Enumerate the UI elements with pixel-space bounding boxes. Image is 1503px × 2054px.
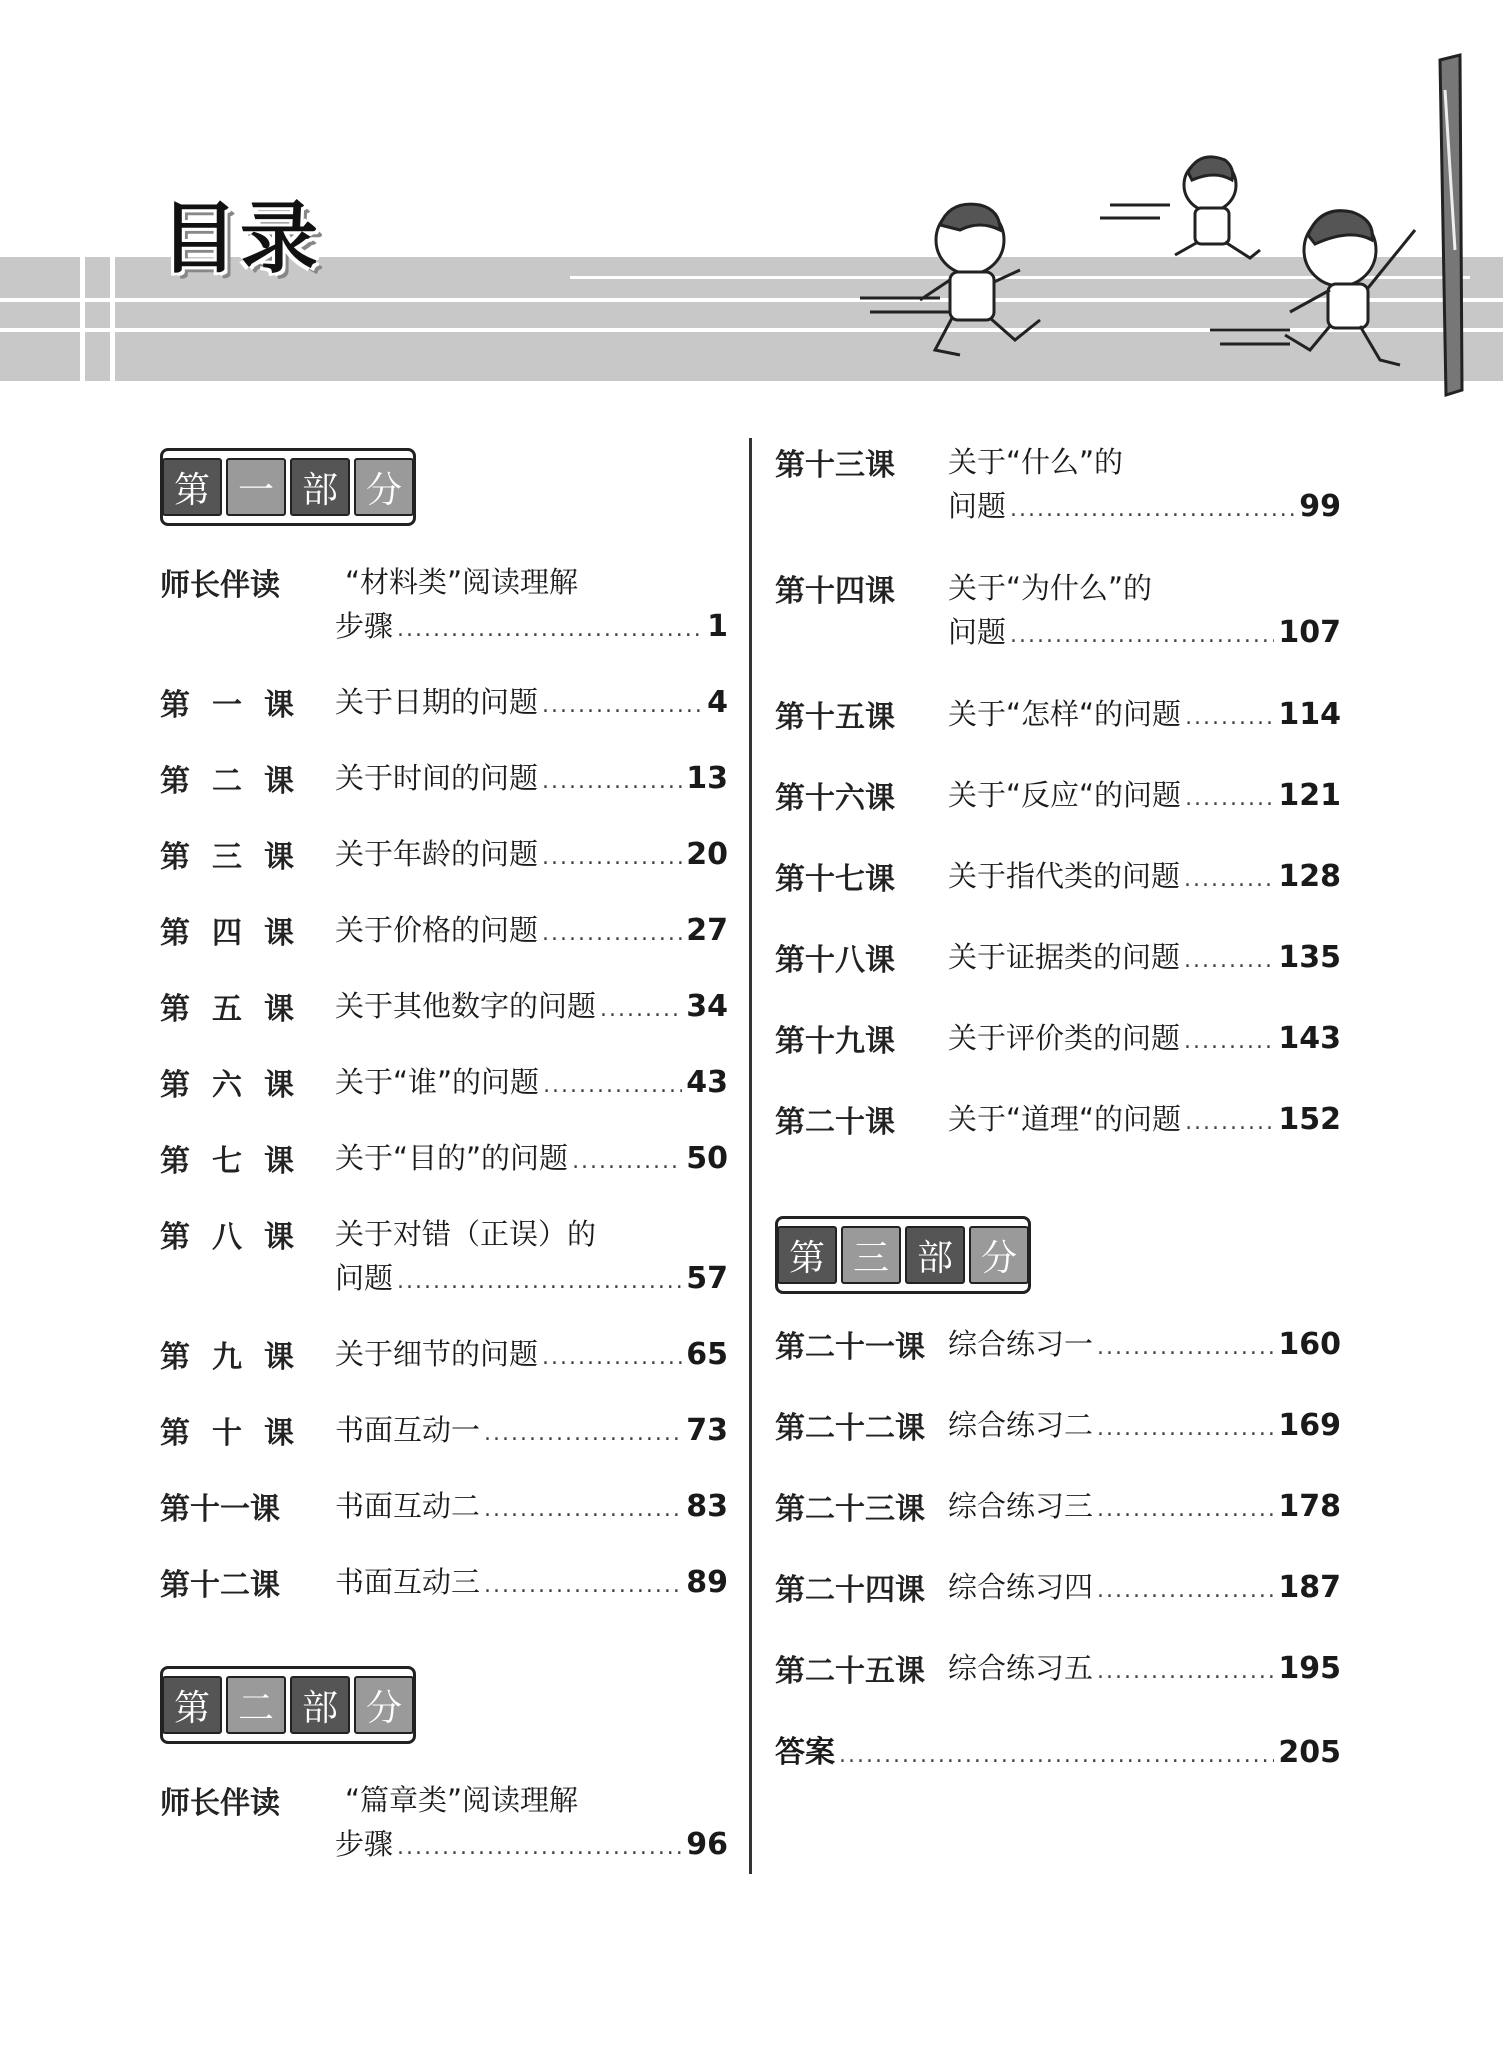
column-divider bbox=[749, 438, 752, 1874]
toc-entry-row[interactable] bbox=[335, 1408, 728, 1449]
toc-entry-title: 综合练习四 bbox=[948, 1570, 1094, 1604]
toc-entry-row[interactable] bbox=[335, 1332, 728, 1373]
toc-lesson-label: 第七课 bbox=[160, 1144, 316, 1179]
toc-page-number: 178 bbox=[1278, 1489, 1341, 1524]
toc-lesson-label: 第十九课 bbox=[775, 1024, 895, 1059]
dot-leader bbox=[484, 1497, 682, 1522]
dot-leader bbox=[542, 693, 703, 718]
toc-entry-title: 综合练习一 bbox=[948, 1327, 1094, 1361]
toc-entry-title: 问题 bbox=[948, 615, 1007, 649]
toc-entry-row[interactable] bbox=[948, 1016, 1341, 1057]
dot-leader bbox=[1010, 497, 1295, 522]
toc-lesson-label: 第十四课 bbox=[775, 574, 895, 609]
part-one-badge bbox=[160, 448, 416, 526]
page-title: 目录 bbox=[160, 194, 321, 284]
toc-entry-title: 关于“目的”的问题 bbox=[335, 1141, 569, 1175]
toc-lesson-label: 第二十二课 bbox=[775, 1411, 925, 1446]
toc-entry-title: 关于年龄的问题 bbox=[335, 837, 539, 871]
toc-entry-row[interactable] bbox=[948, 484, 1341, 525]
toc-entry-title: 综合练习三 bbox=[948, 1489, 1094, 1523]
toc-page-number: 73 bbox=[686, 1413, 728, 1448]
toc-entry-row[interactable] bbox=[335, 1256, 728, 1297]
toc-page-number: 65 bbox=[686, 1337, 728, 1372]
toc-entry-title: 关于“怎样“的问题 bbox=[948, 697, 1182, 731]
toc-entry-title: 关于日期的问题 bbox=[335, 685, 539, 719]
dot-leader bbox=[484, 1421, 682, 1446]
dot-leader bbox=[1097, 1659, 1274, 1684]
toc-page-number: 152 bbox=[1278, 1102, 1341, 1137]
toc-page-number: 107 bbox=[1278, 615, 1341, 650]
dot-leader bbox=[542, 769, 682, 794]
toc-lesson-label: 第十课 bbox=[160, 1416, 316, 1451]
toc-entry-row[interactable] bbox=[948, 1646, 1341, 1687]
toc-page-number: 205 bbox=[1278, 1735, 1341, 1770]
dot-leader bbox=[397, 1269, 682, 1294]
toc-entry-row[interactable] bbox=[948, 854, 1341, 895]
dot-leader bbox=[397, 1835, 682, 1860]
toc-page-number: 169 bbox=[1278, 1408, 1341, 1443]
toc-entry-title: 关于“反应“的问题 bbox=[948, 778, 1182, 812]
toc-page-number: 83 bbox=[686, 1489, 728, 1524]
dot-leader bbox=[839, 1743, 1274, 1768]
toc-page-number: 121 bbox=[1278, 778, 1341, 813]
toc-lesson-label: 第二十五课 bbox=[775, 1654, 925, 1689]
part-badge-char: 第 bbox=[162, 1676, 222, 1734]
toc-page-number: 99 bbox=[1299, 489, 1341, 524]
toc-entry-title: 关于“为什么”的 bbox=[948, 571, 1153, 605]
toc-entry-row[interactable] bbox=[948, 1403, 1341, 1444]
part-badge-char: 第 bbox=[777, 1226, 837, 1284]
toc-entry-row[interactable] bbox=[948, 692, 1341, 733]
toc-entry-title: 书面互动三 bbox=[335, 1565, 481, 1599]
toc-page-number: 13 bbox=[686, 761, 728, 796]
toc-entry-row[interactable] bbox=[335, 1560, 728, 1601]
part-badge-char: 三 bbox=[841, 1226, 901, 1284]
toc-lesson-label: 第十二课 bbox=[160, 1568, 280, 1603]
dot-leader bbox=[543, 1073, 682, 1098]
toc-entry-title: 关于“什么”的 bbox=[948, 445, 1124, 479]
dot-leader bbox=[1097, 1578, 1274, 1603]
toc-entry-title: 关于“道理“的问题 bbox=[948, 1102, 1182, 1136]
part-badge-char: 第 bbox=[162, 458, 222, 516]
band-divider bbox=[110, 257, 115, 381]
toc-entry-row[interactable] bbox=[335, 1822, 728, 1863]
toc-lesson-label: 第十三课 bbox=[775, 448, 895, 483]
toc-entry-title: 关于价格的问题 bbox=[335, 913, 539, 947]
toc-lesson-label: 第十六课 bbox=[775, 781, 895, 816]
toc-entry-title: 关于细节的问题 bbox=[335, 1337, 539, 1371]
toc-entry-row[interactable] bbox=[335, 1484, 728, 1525]
toc-entry-row[interactable] bbox=[948, 610, 1341, 651]
toc-entry-title: 综合练习五 bbox=[948, 1651, 1094, 1685]
toc-page-number: 89 bbox=[686, 1565, 728, 1600]
runner-middle-figure bbox=[1175, 157, 1260, 258]
toc-page-number: 20 bbox=[686, 837, 728, 872]
dot-leader bbox=[572, 1149, 682, 1174]
running-kids-illustration bbox=[840, 50, 1480, 410]
toc-page-number: 43 bbox=[686, 1065, 728, 1100]
toc-page-number: 143 bbox=[1278, 1021, 1341, 1056]
dot-leader bbox=[1010, 623, 1274, 648]
toc-entry-title: 关于证据类的问题 bbox=[948, 940, 1181, 974]
toc-entry-row[interactable] bbox=[335, 604, 728, 645]
toc-lesson-label: 第六课 bbox=[160, 1068, 316, 1103]
toc-entry-title: 关于其他数字的问题 bbox=[335, 989, 597, 1023]
part-badge-char: 分 bbox=[354, 1676, 414, 1734]
toc-lesson-label: 第四课 bbox=[160, 916, 316, 951]
toc-entry-title: 步骤 bbox=[335, 609, 394, 643]
toc-entry-row[interactable] bbox=[335, 1060, 728, 1101]
part-badge-char: 二 bbox=[226, 1676, 286, 1734]
toc-page-number: 50 bbox=[686, 1141, 728, 1176]
dot-leader bbox=[1185, 705, 1274, 730]
toc-page-number: 27 bbox=[686, 913, 728, 948]
toc-lesson-label: 第二十三课 bbox=[775, 1492, 925, 1527]
toc-lesson-label: 第十一课 bbox=[160, 1492, 280, 1527]
toc-entry-title: 问题 bbox=[335, 1261, 394, 1295]
toc-lesson-label: 第三课 bbox=[160, 840, 316, 875]
toc-entry-row[interactable] bbox=[948, 1565, 1341, 1606]
toc-lesson-label: 答案 bbox=[775, 1735, 835, 1770]
toc-page-number: 195 bbox=[1278, 1651, 1341, 1686]
part-badge-char: 部 bbox=[290, 1676, 350, 1734]
toc-page-number: 34 bbox=[686, 989, 728, 1024]
toc-page-number: 114 bbox=[1278, 697, 1341, 732]
dot-leader bbox=[484, 1573, 682, 1598]
part-badge-char: 部 bbox=[905, 1226, 965, 1284]
dot-leader bbox=[1184, 948, 1274, 973]
dot-leader bbox=[1184, 1029, 1274, 1054]
toc-page-number: 135 bbox=[1278, 940, 1341, 975]
toc-entry-title: 关于指代类的问题 bbox=[948, 859, 1181, 893]
toc-entry-row[interactable] bbox=[335, 680, 728, 721]
toc-answers-row[interactable] bbox=[775, 1727, 1341, 1771]
toc-entry-row[interactable] bbox=[948, 935, 1341, 976]
toc-entry-row[interactable] bbox=[948, 773, 1341, 814]
toc-page-number: 128 bbox=[1278, 859, 1341, 894]
part-badge-char: 分 bbox=[969, 1226, 1029, 1284]
runner-right-figure bbox=[1285, 211, 1415, 365]
dot-leader bbox=[1097, 1497, 1274, 1522]
dot-leader bbox=[600, 997, 682, 1022]
toc-lesson-label: 第一课 bbox=[160, 688, 316, 723]
part-two-badge bbox=[160, 1666, 416, 1744]
dot-leader bbox=[542, 845, 682, 870]
toc-lesson-label: 师长伴读 bbox=[160, 1786, 280, 1821]
runner-left-figure bbox=[920, 204, 1040, 355]
toc-page-number: 160 bbox=[1278, 1327, 1341, 1362]
part-three-badge bbox=[775, 1216, 1031, 1294]
toc-lesson-label: 师长伴读 bbox=[160, 568, 280, 603]
toc-entry-title: “篇章类”阅读理解 bbox=[345, 1783, 579, 1817]
toc-entry-title: 步骤 bbox=[335, 1827, 394, 1861]
toc-entry-row[interactable] bbox=[335, 1136, 728, 1177]
toc-entry-title: 关于对错（正误）的 bbox=[335, 1217, 597, 1251]
toc-entry-title: 关于评价类的问题 bbox=[948, 1021, 1181, 1055]
dot-leader bbox=[1097, 1416, 1274, 1441]
toc-entry-title: 书面互动一 bbox=[335, 1413, 481, 1447]
dot-leader bbox=[542, 921, 682, 946]
toc-entry-title: 书面互动二 bbox=[335, 1489, 481, 1523]
dot-leader bbox=[1184, 867, 1274, 892]
toc-entry-title: 综合练习二 bbox=[948, 1408, 1094, 1442]
toc-lesson-label: 第二十课 bbox=[775, 1105, 895, 1140]
dot-leader bbox=[1185, 1110, 1274, 1135]
toc-lesson-label: 第十七课 bbox=[775, 862, 895, 897]
band-divider bbox=[80, 257, 85, 381]
toc-entry-title: 关于时间的问题 bbox=[335, 761, 539, 795]
toc-lesson-label: 第八课 bbox=[160, 1220, 316, 1255]
toc-lesson-label: 第五课 bbox=[160, 992, 316, 1027]
toc-entry-title: 关于“谁”的问题 bbox=[335, 1065, 540, 1099]
part-badge-char: 部 bbox=[290, 458, 350, 516]
part-badge-char: 分 bbox=[354, 458, 414, 516]
toc-entry-row[interactable] bbox=[335, 832, 728, 873]
toc-entry-row[interactable] bbox=[335, 756, 728, 797]
toc-page-number: 57 bbox=[686, 1261, 728, 1296]
toc-page-number: 96 bbox=[686, 1827, 728, 1862]
toc-lesson-label: 第十八课 bbox=[775, 943, 895, 978]
toc-entry-row[interactable] bbox=[335, 908, 728, 949]
toc-entry-title: “材料类”阅读理解 bbox=[345, 565, 579, 599]
toc-entry-row[interactable] bbox=[948, 1097, 1341, 1138]
dot-leader bbox=[542, 1345, 682, 1370]
toc-page-number: 1 bbox=[707, 609, 728, 644]
toc-entry-row[interactable] bbox=[335, 984, 728, 1025]
toc-lesson-label: 第二课 bbox=[160, 764, 316, 799]
toc-lesson-label: 第十五课 bbox=[775, 700, 895, 735]
part-badge-char: 一 bbox=[226, 458, 286, 516]
dot-leader bbox=[397, 617, 703, 642]
toc-page-number: 187 bbox=[1278, 1570, 1341, 1605]
toc-lesson-label: 第二十一课 bbox=[775, 1330, 925, 1365]
dot-leader bbox=[1185, 786, 1274, 811]
toc-entry-row[interactable] bbox=[948, 1484, 1341, 1525]
toc-lesson-label: 第九课 bbox=[160, 1340, 316, 1375]
toc-entry-row[interactable] bbox=[948, 1322, 1341, 1363]
dot-leader bbox=[1097, 1335, 1274, 1360]
toc-page-number: 4 bbox=[707, 685, 728, 720]
toc-lesson-label: 第二十四课 bbox=[775, 1573, 925, 1608]
toc-entry-title: 问题 bbox=[948, 489, 1007, 523]
